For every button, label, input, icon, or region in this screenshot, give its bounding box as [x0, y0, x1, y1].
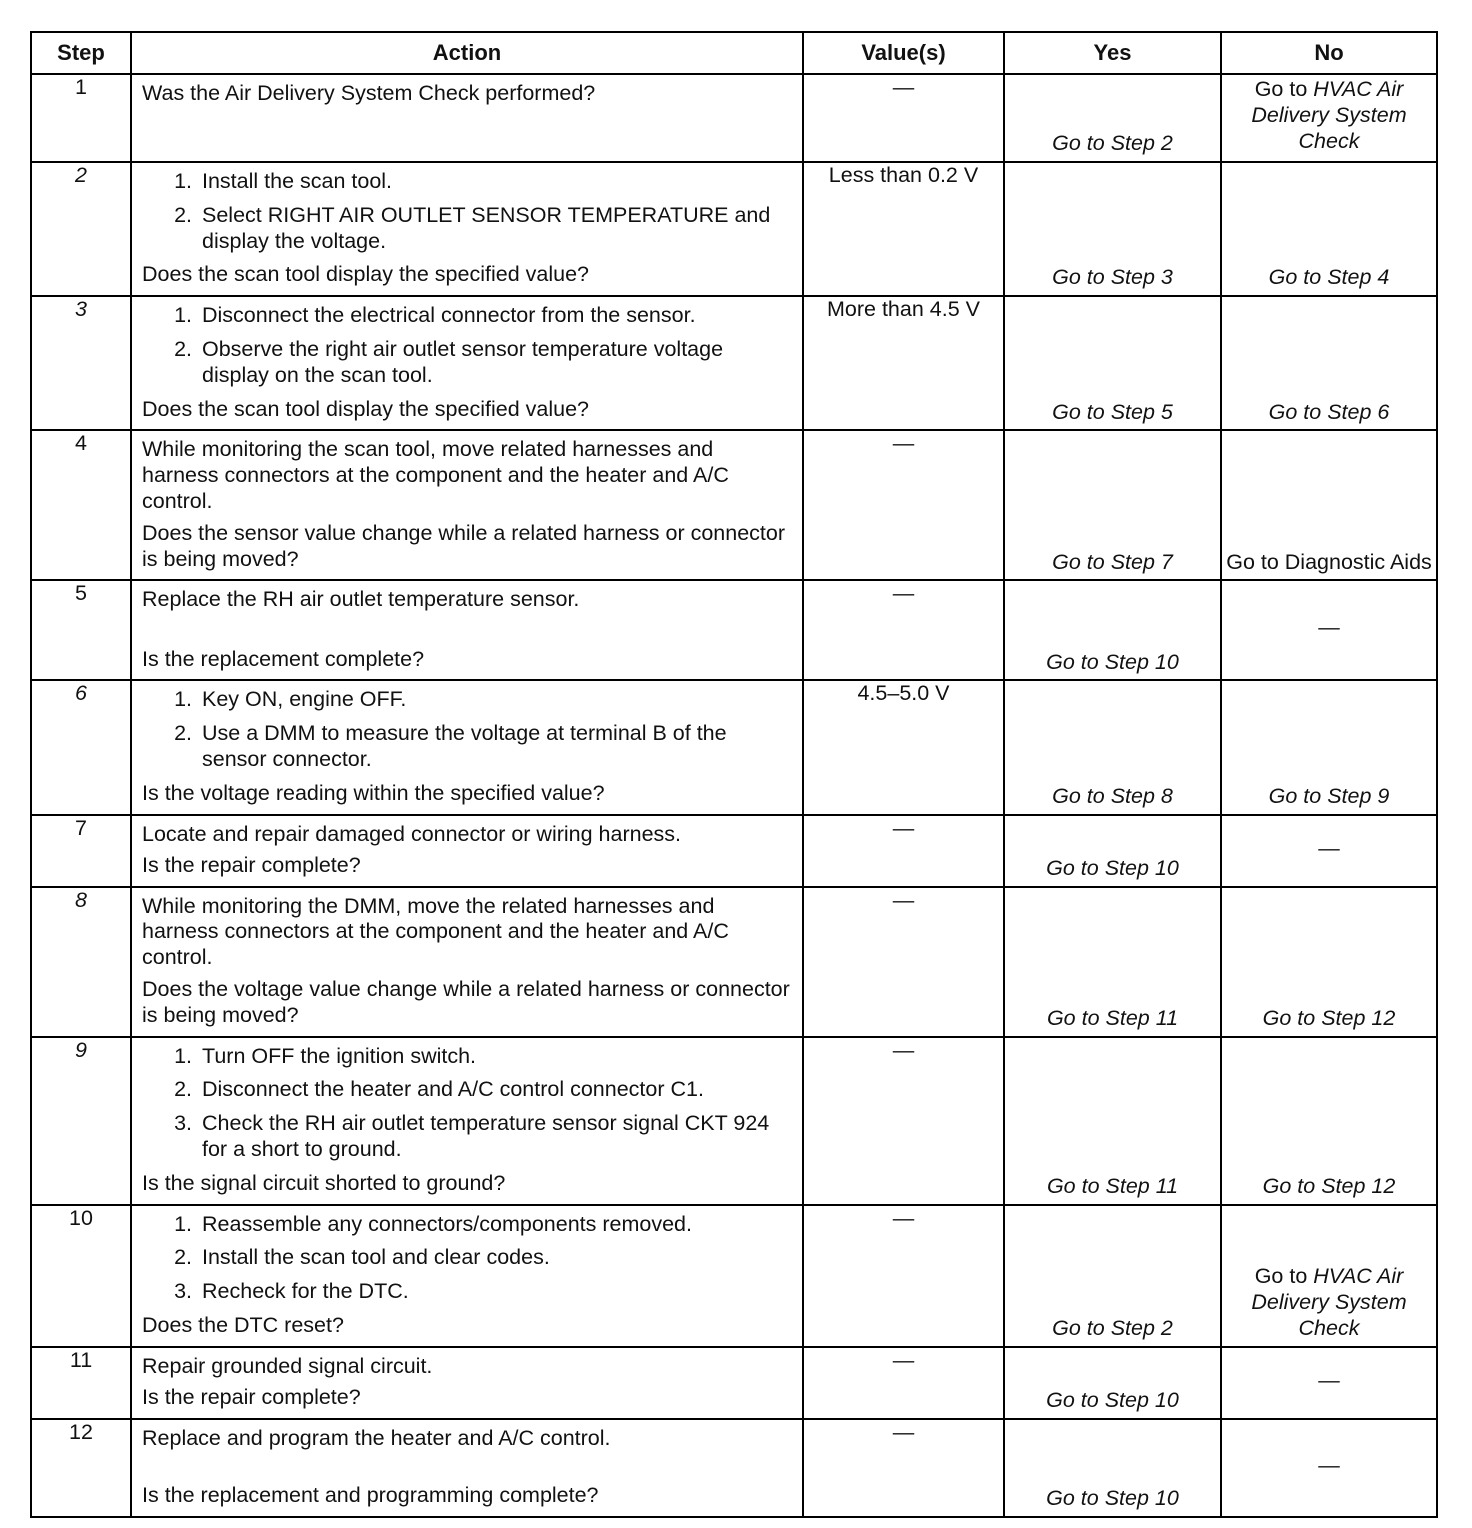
- action-substeps: [142, 169, 792, 254]
- step-number: 9: [31, 1037, 131, 1205]
- step-number: 12: [31, 1419, 131, 1517]
- yes-cell: [1004, 430, 1221, 580]
- header-values: Value(s): [803, 32, 1004, 74]
- no-goto-link: [1222, 1453, 1436, 1479]
- action-substeps: [142, 303, 792, 388]
- yes-cell: [1004, 887, 1221, 1037]
- no-cell: [1221, 680, 1437, 814]
- yes-goto-link[interactable]: Go to Step 7: [1052, 549, 1173, 574]
- value-cell: —: [803, 74, 1004, 162]
- yes-goto-link[interactable]: Go to Step 3: [1052, 265, 1173, 290]
- no-goto-link: [1222, 1368, 1436, 1394]
- no-cell: [1221, 1419, 1437, 1517]
- action-question: Does the voltage value change while a related harness or connector is being moved?: [142, 976, 790, 1027]
- no-cell: [1221, 430, 1437, 580]
- action-substep: 1. Reassemble any connectors/components removed.: [198, 1212, 792, 1238]
- action-instruction: While monitoring the scan tool, move related harnesses and harness connectors at the component and the heater and A/C control.: [142, 437, 729, 513]
- value-cell: —: [803, 1347, 1004, 1419]
- action-instruction: Repair grounded signal circuit.: [142, 1353, 433, 1378]
- action-cell: [131, 1037, 803, 1205]
- action-question: Is the repair complete?: [142, 852, 361, 877]
- yes-cell: [1004, 1037, 1221, 1205]
- no-goto-prefix: —: [1318, 835, 1340, 860]
- no-goto-prefix: —: [1318, 615, 1340, 640]
- action-substeps: [142, 1212, 792, 1305]
- header-step: Step: [31, 32, 131, 74]
- no-goto-prefix: Go to: [1254, 1264, 1308, 1289]
- table-row: [31, 887, 1437, 1037]
- yes-cell: [1004, 1205, 1221, 1347]
- value-cell: 4.5–5.0 V: [803, 680, 1004, 814]
- yes-cell: [1004, 680, 1221, 814]
- no-goto-prefix: —: [1318, 1367, 1340, 1392]
- yes-goto-link[interactable]: Go to Step 11: [1046, 1173, 1179, 1198]
- no-goto-target: Go to Step 6: [1268, 399, 1390, 424]
- no-goto-prefix: —: [1318, 1452, 1340, 1477]
- table-row: [31, 1347, 1437, 1419]
- value-cell: Less than 0.2 V: [803, 162, 1004, 296]
- action-cell: [131, 580, 803, 680]
- step-number: 5: [31, 580, 131, 680]
- action-question: Is the replacement complete?: [142, 646, 425, 671]
- step-number: 3: [31, 296, 131, 430]
- step-number: 2: [31, 162, 131, 296]
- value-cell: —: [803, 1205, 1004, 1347]
- action-substep: 3. Check the RH air outlet temperature sensor signal CKT 924 for a short to ground.: [198, 1111, 792, 1163]
- value-cell: —: [803, 815, 1004, 887]
- step-number: 10: [31, 1205, 131, 1347]
- step-number: 6: [31, 680, 131, 814]
- no-cell: [1221, 580, 1437, 680]
- yes-goto-link[interactable]: Go to Step 10: [1046, 1387, 1179, 1412]
- no-goto-link[interactable]: [1222, 784, 1436, 810]
- step-number: 8: [31, 887, 131, 1037]
- no-cell: [1221, 815, 1437, 887]
- action-question: Does the sensor value change while a related harness or connector is being moved?: [142, 520, 785, 571]
- action-instruction: Locate and repair damaged connector or wiring harness.: [142, 821, 682, 846]
- yes-goto-link[interactable]: Go to Step 10: [1046, 649, 1179, 674]
- header-action: Action: [131, 32, 803, 74]
- action-question: Does the DTC reset?: [142, 1312, 344, 1337]
- action-cell: [131, 1419, 803, 1517]
- yes-goto-link[interactable]: Go to Step 2: [1052, 131, 1173, 156]
- yes-cell: [1004, 296, 1221, 430]
- action-question: Is the signal circuit shorted to ground?: [142, 1170, 506, 1195]
- action-instruction: Was the Air Delivery System Check performed?: [142, 81, 596, 105]
- no-goto-link[interactable]: [1222, 265, 1436, 291]
- no-goto-target: HVAC Air Delivery System Check: [1251, 77, 1407, 153]
- table-row: [31, 680, 1437, 814]
- step-number: 11: [31, 1347, 131, 1419]
- no-cell: [1221, 1037, 1437, 1205]
- action-cell: [131, 680, 803, 814]
- yes-cell: [1004, 162, 1221, 296]
- no-goto-link: [1222, 615, 1436, 641]
- action-substep: 2. Use a DMM to measure the voltage at terminal B of the sensor connector.: [198, 721, 792, 773]
- no-cell: [1221, 1347, 1437, 1419]
- action-instruction: While monitoring the DMM, move the related harnesses and harness connectors at the component and the heater and A/C control.: [142, 893, 729, 970]
- action-cell: [131, 74, 803, 162]
- step-number: 1: [31, 74, 131, 162]
- table-row: [31, 1205, 1437, 1347]
- action-cell: [131, 430, 803, 580]
- yes-cell: [1004, 1419, 1221, 1517]
- table-row: [31, 580, 1437, 680]
- action-substep: 2. Install the scan tool and clear codes.: [198, 1245, 792, 1271]
- yes-goto-link[interactable]: Go to Step 5: [1052, 399, 1173, 424]
- value-cell: —: [803, 1037, 1004, 1205]
- yes-cell: [1004, 580, 1221, 680]
- value-cell: —: [803, 580, 1004, 680]
- action-instruction: Replace the RH air outlet temperature sensor.: [142, 587, 580, 612]
- action-substep: 1. Disconnect the electrical connector from the sensor.: [198, 303, 792, 329]
- action-substep: 2. Select RIGHT AIR OUTLET SENSOR TEMPERATURE and display the voltage.: [198, 203, 792, 255]
- no-goto-link[interactable]: [1222, 400, 1436, 426]
- action-substep: 1. Turn OFF the ignition switch.: [198, 1044, 792, 1070]
- yes-goto-link[interactable]: Go to Step 10: [1046, 855, 1179, 880]
- no-goto-prefix: Go to: [1254, 77, 1308, 101]
- action-question: Does the scan tool display the specified value?: [142, 396, 589, 421]
- value-cell: —: [803, 430, 1004, 580]
- table-row: [31, 296, 1437, 430]
- action-substep: 1. Install the scan tool.: [198, 169, 792, 195]
- no-goto-target: Go to Step 9: [1268, 783, 1390, 808]
- action-instruction: Replace and program the heater and A/C control.: [142, 1425, 611, 1450]
- action-cell: [131, 162, 803, 296]
- action-substep: 2. Disconnect the heater and A/C control connector C1.: [198, 1077, 792, 1103]
- yes-cell: [1004, 1347, 1221, 1419]
- step-number: 4: [31, 430, 131, 580]
- no-cell: [1221, 887, 1437, 1037]
- action-cell: [131, 815, 803, 887]
- action-substeps: [142, 1044, 792, 1163]
- value-cell: —: [803, 1419, 1004, 1517]
- no-cell: [1221, 1205, 1437, 1347]
- no-cell: [1221, 162, 1437, 296]
- action-question: Does the scan tool display the specified value?: [142, 262, 589, 287]
- table-row: [31, 430, 1437, 580]
- step-number: 7: [31, 815, 131, 887]
- value-cell: More than 4.5 V: [803, 296, 1004, 430]
- no-cell: [1221, 74, 1437, 162]
- action-substeps: [142, 687, 792, 772]
- action-cell: [131, 1347, 803, 1419]
- table-row: [31, 74, 1437, 162]
- no-goto-link[interactable]: [1222, 1174, 1436, 1200]
- no-goto-prefix: Go to Diagnostic Aids: [1226, 549, 1432, 574]
- table-row: [31, 162, 1437, 296]
- header-row: [31, 32, 1437, 74]
- no-goto-target: Go to Step 4: [1268, 265, 1390, 290]
- action-substep: 1. Key ON, engine OFF.: [198, 687, 792, 713]
- no-goto-link[interactable]: [1222, 1006, 1436, 1032]
- yes-goto-link[interactable]: Go to Step 2: [1052, 1315, 1173, 1340]
- no-goto-target: HVAC Air Delivery System Check: [1251, 1264, 1407, 1340]
- yes-cell: [1004, 815, 1221, 887]
- no-cell: [1221, 296, 1437, 430]
- action-substep: 2. Observe the right air outlet sensor temperature voltage display on the scan tool.: [198, 337, 792, 389]
- action-cell: [131, 296, 803, 430]
- no-goto-link[interactable]: [1222, 550, 1436, 576]
- table-row: [31, 815, 1437, 887]
- action-cell: [131, 1205, 803, 1347]
- no-goto-target: Go to Step 12: [1262, 1005, 1396, 1030]
- no-goto-link: [1222, 836, 1436, 862]
- action-question: Is the repair complete?: [142, 1384, 361, 1409]
- action-question: Is the replacement and programming complete?: [142, 1482, 599, 1507]
- table-row: [31, 1037, 1437, 1205]
- table-row: [31, 1419, 1437, 1517]
- no-goto-target: Go to Step 12: [1262, 1173, 1396, 1198]
- diagnostic-table: [30, 31, 1438, 1518]
- yes-goto-link[interactable]: Go to Step 10: [1046, 1485, 1179, 1510]
- action-cell: [131, 887, 803, 1037]
- yes-cell: [1004, 74, 1221, 162]
- no-goto-link[interactable]: [1222, 1264, 1436, 1341]
- yes-goto-link[interactable]: Go to Step 8: [1052, 783, 1173, 808]
- no-goto-link[interactable]: [1222, 77, 1436, 154]
- action-substep: 3. Recheck for the DTC.: [198, 1279, 792, 1305]
- action-question: Is the voltage reading within the specified value?: [142, 780, 605, 805]
- header-yes: Yes: [1004, 32, 1221, 74]
- header-no: No: [1221, 32, 1437, 74]
- yes-goto-link[interactable]: Go to Step 11: [1046, 1005, 1179, 1030]
- value-cell: —: [803, 887, 1004, 1037]
